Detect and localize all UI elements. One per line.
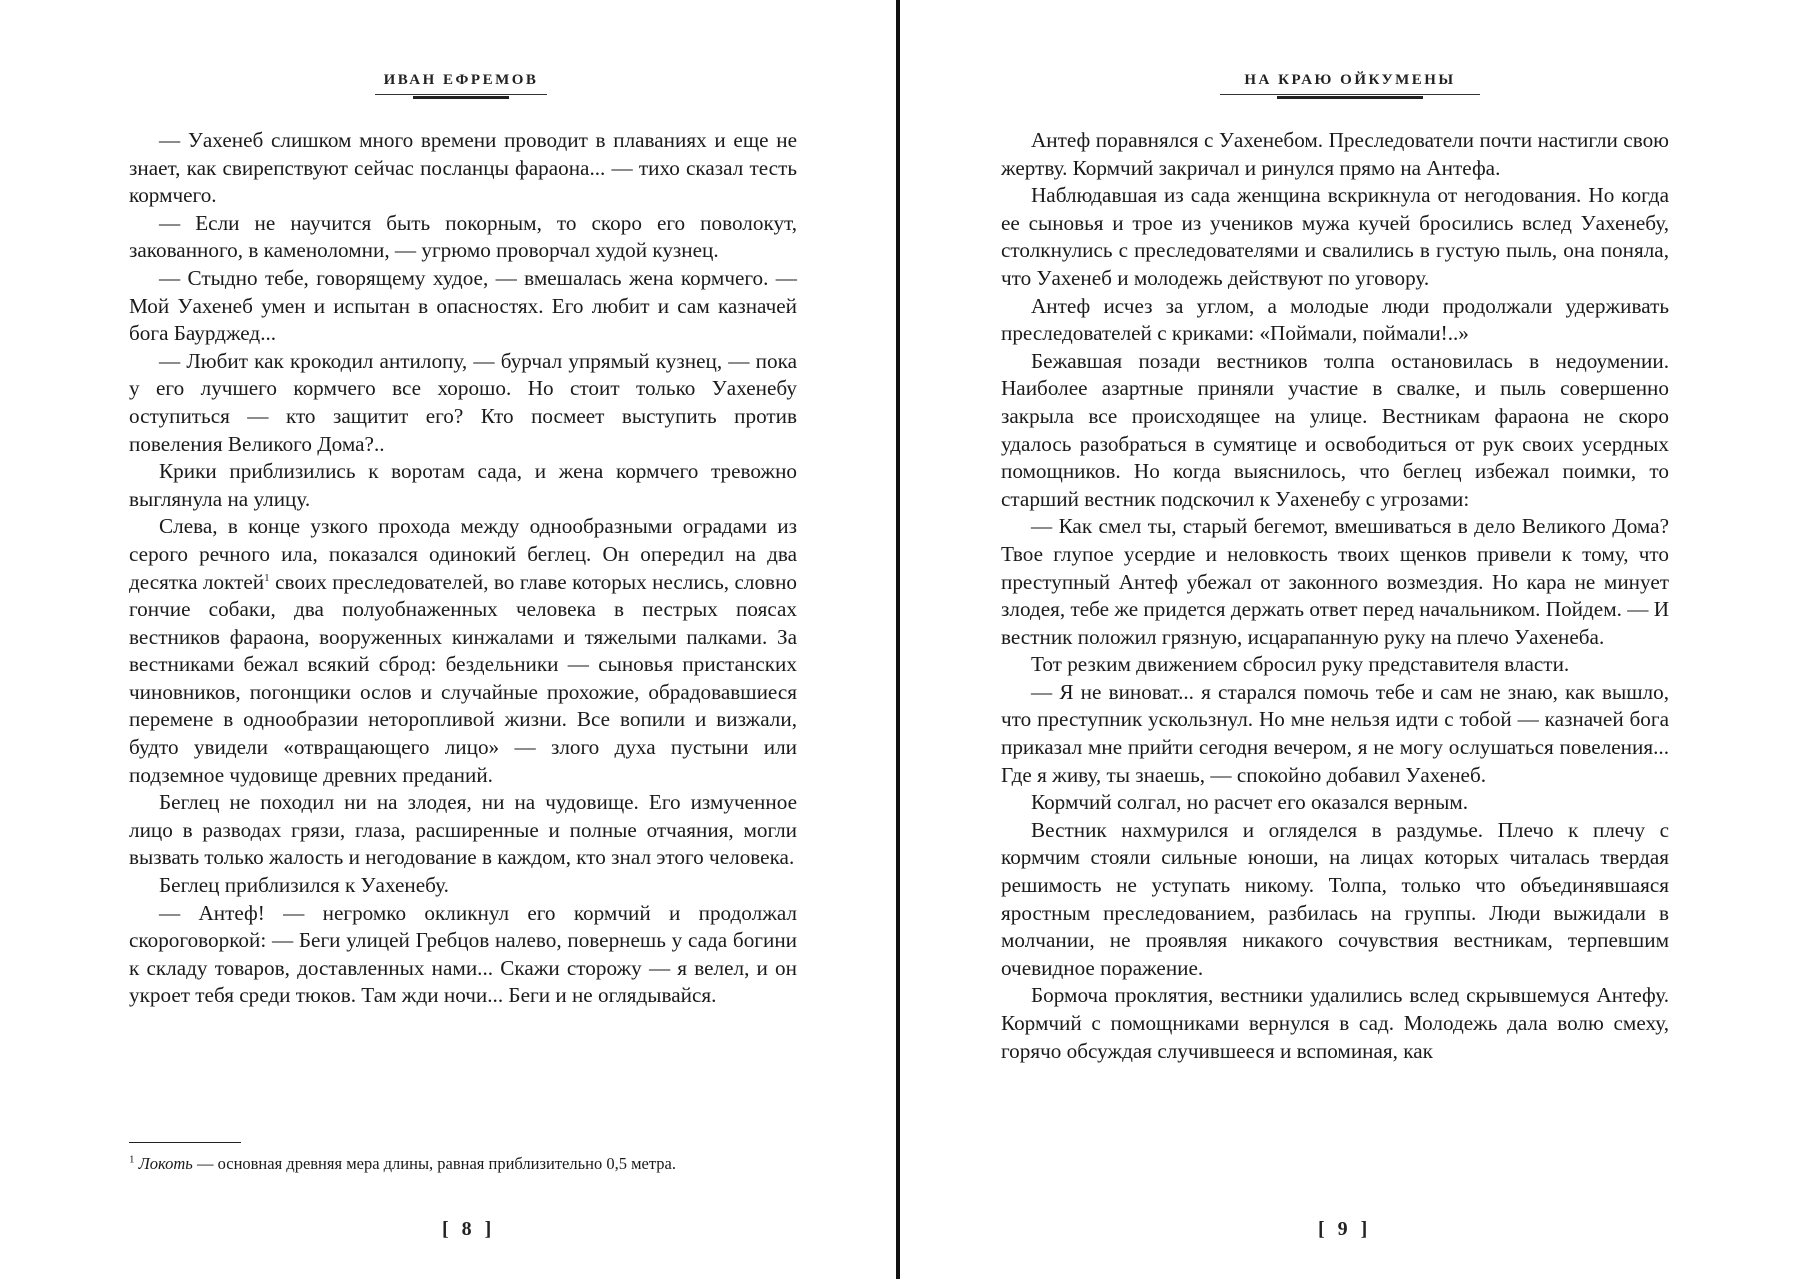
paragraph: Антеф поравнялся с Уахенебом. Преследователи почти настигли свою жертву. Кормчий закричал и ринулся прямо на Антефа. (1001, 128, 1669, 180)
paragraph: Беглец не походил ни на злодея, ни на чудовище. Его измученное лицо в разводах грязи, глаза, расширенные и полные отчаяния, могли вызвать только жалость и негодование в каждом, кто знал этого человека. (129, 790, 797, 870)
header-book-title: НА КРАЮ ОЙКУМЕНЫ (1244, 72, 1456, 88)
paragraph: Вестник нахмурился и огляделся в раздумье. Плечо к плечу с кормчим стояли сильные юноши, на лицах которых читалась твердая решимость не уступать никому. Толпа, только что объединявшаяся яростным преследованием, разбилась на группы. Люди выжидали в молчании, не проявляя никакого сочувствия вестникам, терпевшим очевидное поражение. (1001, 817, 1669, 980)
paragraph: — Если не научится быть покорным, то скоро его поволокут, закованного, в каменоломни, — угрюмо проворчал худой кузнец. (129, 210, 797, 263)
paragraph: Беглец приблизился к Уахенебу. (159, 873, 449, 898)
paragraph: — Уахенеб слишком много времени проводит в плаваниях и еще не знает, как свирепствуют сейчас посланцы фараона... — тихо сказал тесть кормчего. (129, 128, 797, 208)
paragraph: Бормоча проклятия, вестники удалились вслед скрывшемуся Антефу. Кормчий с помощниками вернулся в сад. Молодежь дала волю смеху, горячо обсуждая случившееся и вспоминая, как (1001, 983, 1669, 1063)
paragraph: Бежавшая позади вестников толпа остановилась в недоумении. Наиболее азартные приняли участие в свалке, и пыль совершенно закрыла все происходящее на улице. Вестникам фараона не скоро удалось разобраться в сумятице и освободиться от рук своих усердных помощников. Но когда выяснилось, что беглец избежал поимки, то старший вестник подскочил к Уахенебу с угрозами: (1001, 348, 1669, 511)
header-author: ИВАН ЕФРЕМОВ (383, 72, 539, 88)
footnote-ref[interactable]: 1 (264, 571, 270, 584)
paragraph-part: своих преследователей, во главе которых неслись, словно гончие собаки, два полуобнаженных человека в пестрых поясах вестников фараона, вооруженных кинжалами и тяжелыми палками. За вестниками бежал всякий сброд: бездельники — сыновья пристанских чиновников, погонщики ослов и случайные прохожие, обрадовавшиеся перемене в однообразии неторопливой жизни. Все вопили и визжали, будто увидели «отвращающего лицо» — злого духа пустыни или подземное чудовище древних преданий. (129, 569, 797, 787)
paragraph: Наблюдавшая из сада женщина вскрикнула от негодования. Но когда ее сыновья и трое из учеников мужа кучей бросились вслед Уахенебу, столкнулись с преследователями и свалились в густую пыль, она поняла, что Уахенеб и молодежь действуют по уговору. (1001, 183, 1669, 290)
page-number-left: [ 8 ] (442, 1218, 496, 1240)
running-header-left (375, 72, 547, 100)
paragraph: Крики приблизились к воротам сада, и жена кормчего тревожно выглянула на улицу. (129, 459, 797, 511)
header-rule (375, 94, 547, 100)
paragraph-part: Слева, в конце узкого прохода между однообразными оградами из серого речного ила, показался одинокий беглец. Он опередил на два десятка локтей (129, 514, 797, 594)
footnote-term: Локоть (138, 1154, 193, 1173)
paragraph: Кормчий солгал, но расчет его оказался верным. (1031, 790, 1469, 815)
paragraph: — Стыдно тебе, говорящему худое, — вмешалась жена кормчего. — Мой Уахенеб умен и испытан в опасностях. Его любит и сам казначей бога Баурджед... (129, 265, 797, 346)
paragraph: — Антеф! — негромко окликнул его кормчий и продолжал скороговоркой: — Беги улицей Гребцов налево, повернешь у сада богини к складу товаров, доставленных нами... Скажи сторожу — я велел, и он укроет тебя среди тюков. Там жди ночи... Беги и не оглядывайся. (129, 900, 797, 1008)
header-rule (1220, 94, 1480, 100)
page-number-right: [ 9 ] (1318, 1218, 1372, 1240)
footnote-divider (129, 1142, 241, 1143)
right-body-text (1001, 127, 1669, 1065)
paragraph-with-note (129, 513, 797, 789)
paragraph: — Любит как крокодил антилопу, — бурчал упрямый кузнец, — пока у его лучшего кормчего все хорошо. Но стоит только Уахенебу оступиться — кто защитит его? Кто посмеет выступить против повеления Великого Дома?.. (129, 348, 797, 456)
footnote (129, 1152, 797, 1176)
footnote-marker: 1 (129, 1153, 135, 1166)
footnote-text: — основная древняя мера длины, равная приблизительно 0,5 метра. (192, 1154, 676, 1173)
left-body-text (129, 127, 797, 1010)
running-header-right (1220, 72, 1480, 100)
paragraph: — Я не виноват... я старался помочь тебе и сам не знаю, как вышло, что преступник ускользнул. Но мне нельзя идти с тобой — казначей бога приказал мне прийти сегодня вечером, я не могу ослушаться повеления... Где я живу, ты знаешь, — спокойно добавил Уахенеб. (1001, 679, 1669, 787)
paragraph: Тот резким движением сбросил руку представителя власти. (1031, 652, 1570, 677)
paragraph: Антеф исчез за углом, а молодые люди продолжали удерживать преследователей с криками: «Поймали, поймали!..» (1001, 293, 1669, 346)
paragraph: — Как смел ты, старый бегемот, вмешиваться в дело Великого Дома? Твое глупое усердие и неловкость твоих щенков привели к тому, что преступный Антеф убежал от законного возмездия. Но кара не минует злодея, тебе же придется держать ответ перед начальником. Пойдем. — И вестник положил грязную, исцарапанную руку на плечо Уахенеба. (1001, 514, 1669, 649)
right-page (900, 0, 1799, 1279)
left-page (0, 0, 896, 1279)
